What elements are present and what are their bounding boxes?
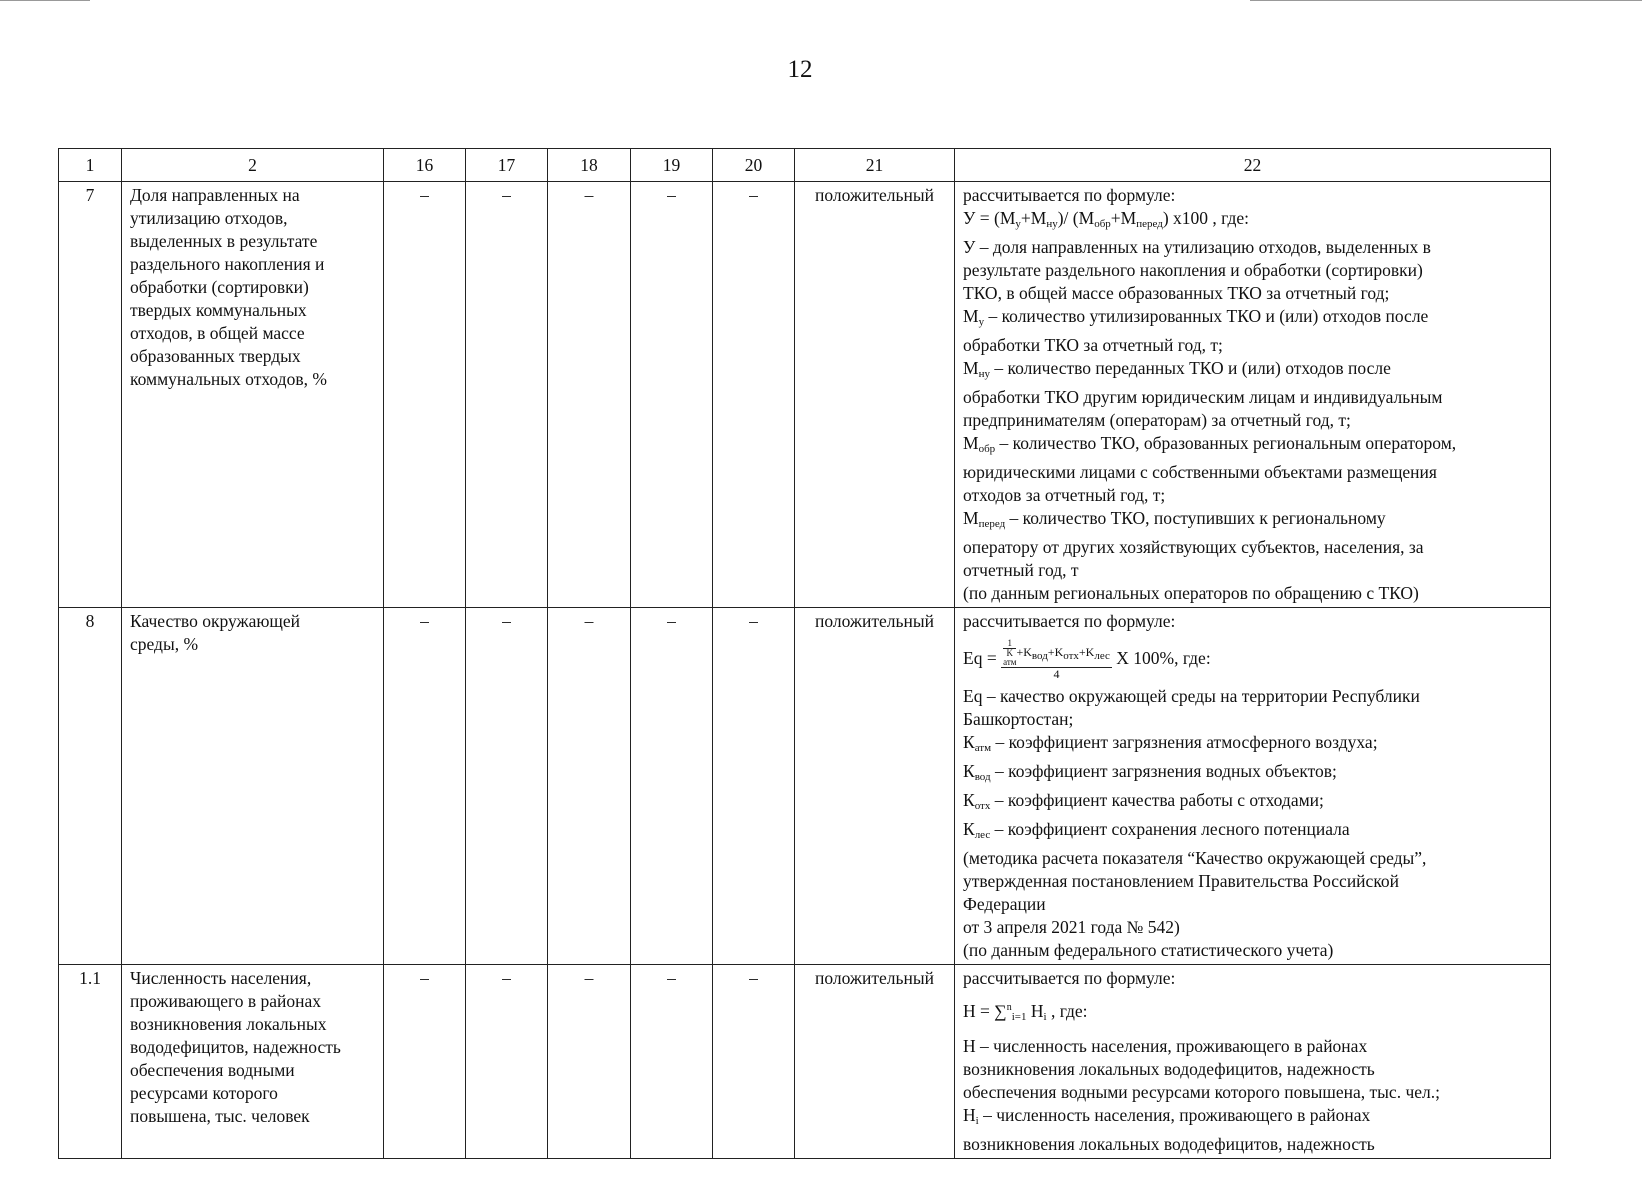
row-number: 7 — [59, 182, 122, 608]
definition-line: ТКО, в общей массе образованных ТКО за отчетный год; — [963, 283, 1390, 303]
table-row — [59, 608, 1551, 965]
definition-line: предпринимателям (операторам) за отчетный год, т; — [963, 410, 1351, 430]
header-col-18: 18 — [548, 149, 631, 182]
value-dash: – — [466, 182, 548, 608]
scan-edge-right — [1250, 0, 1642, 1]
indicator-name-line: твердых коммунальных — [130, 300, 307, 320]
value-dash: – — [713, 182, 795, 608]
definition-line: У – доля направленных на утилизацию отходов, выделенных в — [963, 237, 1431, 257]
value-dash: – — [384, 965, 466, 1159]
calculation-method — [955, 965, 1551, 1159]
data-source: (по данным региональных операторов по обращению с ТКО) — [963, 583, 1419, 603]
definition-line: $М_{перед}$ – количество ТКО, поступивших к региональному — [963, 508, 1386, 530]
value-dash: – — [548, 965, 631, 1159]
formula: $У = (М_у+М_{ну})/$ $(М_{обр}+М_{перед})$ х100 , где: — [963, 208, 1250, 230]
indicator-name-line: повышена, тыс. человек — [130, 1106, 310, 1126]
indicator-name-line: обеспечения водными — [130, 1060, 295, 1080]
indicator-name — [122, 182, 384, 608]
value-dash: – — [631, 182, 713, 608]
definition-line: $К_{атм}$ – коэффициент загрязнения атмосферного воздуха; — [963, 732, 1378, 754]
indicator-name-line: образованных твердых — [130, 346, 301, 366]
indicator-name-line: Качество окружающей — [130, 611, 301, 631]
calculation-method — [955, 182, 1551, 608]
definition-line: возникновения локальных вододефицитов, надежность — [963, 1133, 1375, 1154]
formula: H = ∑$^n_{i=1}$ $H_i$ , где: — [963, 1000, 1088, 1023]
method-reference: утвержденная постановлением Правительства Российской — [963, 871, 1400, 891]
header-col-16: 16 — [384, 149, 466, 182]
definition-line: обработки ТКО другим юридическим лицам и индивидуальным — [963, 387, 1443, 407]
value-dash: – — [548, 608, 631, 965]
method-intro: рассчитывается по формуле: — [963, 185, 1176, 205]
definition-line: $К_{отх}$ – коэффициент качества работы с отходами; — [963, 790, 1324, 812]
value-dash: – — [384, 608, 466, 965]
indicator-name-line: отходов, в общей массе — [130, 323, 305, 343]
definition-line: юридическими лицами с собственными объектами размещения — [963, 462, 1437, 482]
definition-line: $М_у$ – количество утилизированных ТКО и (или) отходов после — [963, 306, 1429, 328]
header-col-22: 22 — [955, 149, 1551, 182]
value-dash: – — [384, 182, 466, 608]
value-dash: – — [466, 965, 548, 1159]
definition-line: обеспечения водными ресурсами которого повышена, тыс. чел.; — [963, 1081, 1440, 1102]
method-intro: рассчитывается по формуле: — [963, 968, 1176, 988]
indicator-name-line: среды, % — [130, 634, 199, 654]
definition-line: Eq – качество окружающей среды на территории Республики — [963, 686, 1420, 706]
header-col-19: 19 — [631, 149, 713, 182]
value-dash: – — [713, 965, 795, 1159]
formula: Eq = 1 K атм +Kвод+Kотх+Kлес 4 X 100%, где: — [963, 638, 1211, 681]
header-col-2: 2 — [122, 149, 384, 182]
value-dash: – — [548, 182, 631, 608]
indicator-table — [58, 148, 1551, 1159]
table-row — [59, 965, 1551, 1159]
indicator-name-line: Численность населения, — [130, 968, 312, 988]
header-col-1: 1 — [59, 149, 122, 182]
indicator-name-line: выделенных в результате — [130, 231, 318, 251]
definition-line: отходов за отчетный год, т; — [963, 485, 1166, 505]
definition-line: обработки ТКО за отчетный год, т; — [963, 335, 1223, 355]
header-col-20: 20 — [713, 149, 795, 182]
definition-line: $К_{вод}$ – коэффициент загрязнения водных объектов; — [963, 761, 1337, 783]
indicator-name-line: утилизацию отходов, — [130, 208, 288, 228]
definition-line: $Н_i$ – численность населения, проживающего в районах — [963, 1104, 1371, 1127]
method-reference: (методика расчета показателя “Качество окружающей среды”, — [963, 848, 1427, 868]
indicator-name-line: обработки (сортировки) — [130, 277, 309, 297]
definition-line: $М_{ну}$ – количество переданных ТКО и (или) отходов после — [963, 358, 1391, 380]
row-number: 8 — [59, 608, 122, 965]
indicator-name — [122, 608, 384, 965]
indicator-name-line: раздельного накопления и — [130, 254, 325, 274]
trend-direction: положительный — [795, 608, 955, 965]
page-number: 12 — [787, 56, 813, 83]
trend-direction: положительный — [795, 182, 955, 608]
definition-line: $М_{обр}$ – количество ТКО, образованных региональным оператором, — [963, 433, 1457, 455]
indicator-name-line: коммунальных отходов, % — [130, 369, 327, 389]
definition-line: Н – численность населения, проживающего в районах — [963, 1035, 1368, 1056]
header-col-21: 21 — [795, 149, 955, 182]
value-dash: – — [631, 608, 713, 965]
definition-line: оператору от других хозяйствующих субъектов, населения, за — [963, 537, 1424, 557]
value-dash: – — [631, 965, 713, 1159]
scan-edge-left — [0, 0, 90, 1]
header-col-17: 17 — [466, 149, 548, 182]
definition-line: возникновения локальных вододефицитов, надежность — [963, 1058, 1375, 1079]
trend-direction: положительный — [795, 965, 955, 1159]
indicator-name-line: возникновения локальных — [130, 1014, 327, 1034]
definition-line: $К_{лес}$ – коэффициент сохранения лесного потенциала — [963, 819, 1350, 841]
table-row — [59, 182, 1551, 608]
indicator-name-line: проживающего в районах — [130, 991, 322, 1011]
header-row — [59, 149, 1551, 182]
indicator-name-line: ресурсами которого — [130, 1083, 278, 1103]
indicator-name-line: Доля направленных на — [130, 185, 300, 205]
value-dash: – — [466, 608, 548, 965]
method-reference: от 3 апреля 2021 года № 542) — [963, 917, 1180, 937]
data-source: (по данным федерального статистического учета) — [963, 940, 1334, 960]
definition-line: Башкортостан; — [963, 709, 1074, 729]
method-intro: рассчитывается по формуле: — [963, 611, 1176, 631]
definition-line: отчетный год, т — [963, 560, 1079, 580]
indicator-name — [122, 965, 384, 1159]
value-dash: – — [713, 608, 795, 965]
indicator-name-line: вододефицитов, надежность — [130, 1037, 341, 1057]
definition-line: результате раздельного накопления и обработки (сортировки) — [963, 260, 1423, 280]
method-reference: Федерации — [963, 894, 1046, 914]
row-number: 1.1 — [59, 965, 122, 1159]
calculation-method — [955, 608, 1551, 965]
